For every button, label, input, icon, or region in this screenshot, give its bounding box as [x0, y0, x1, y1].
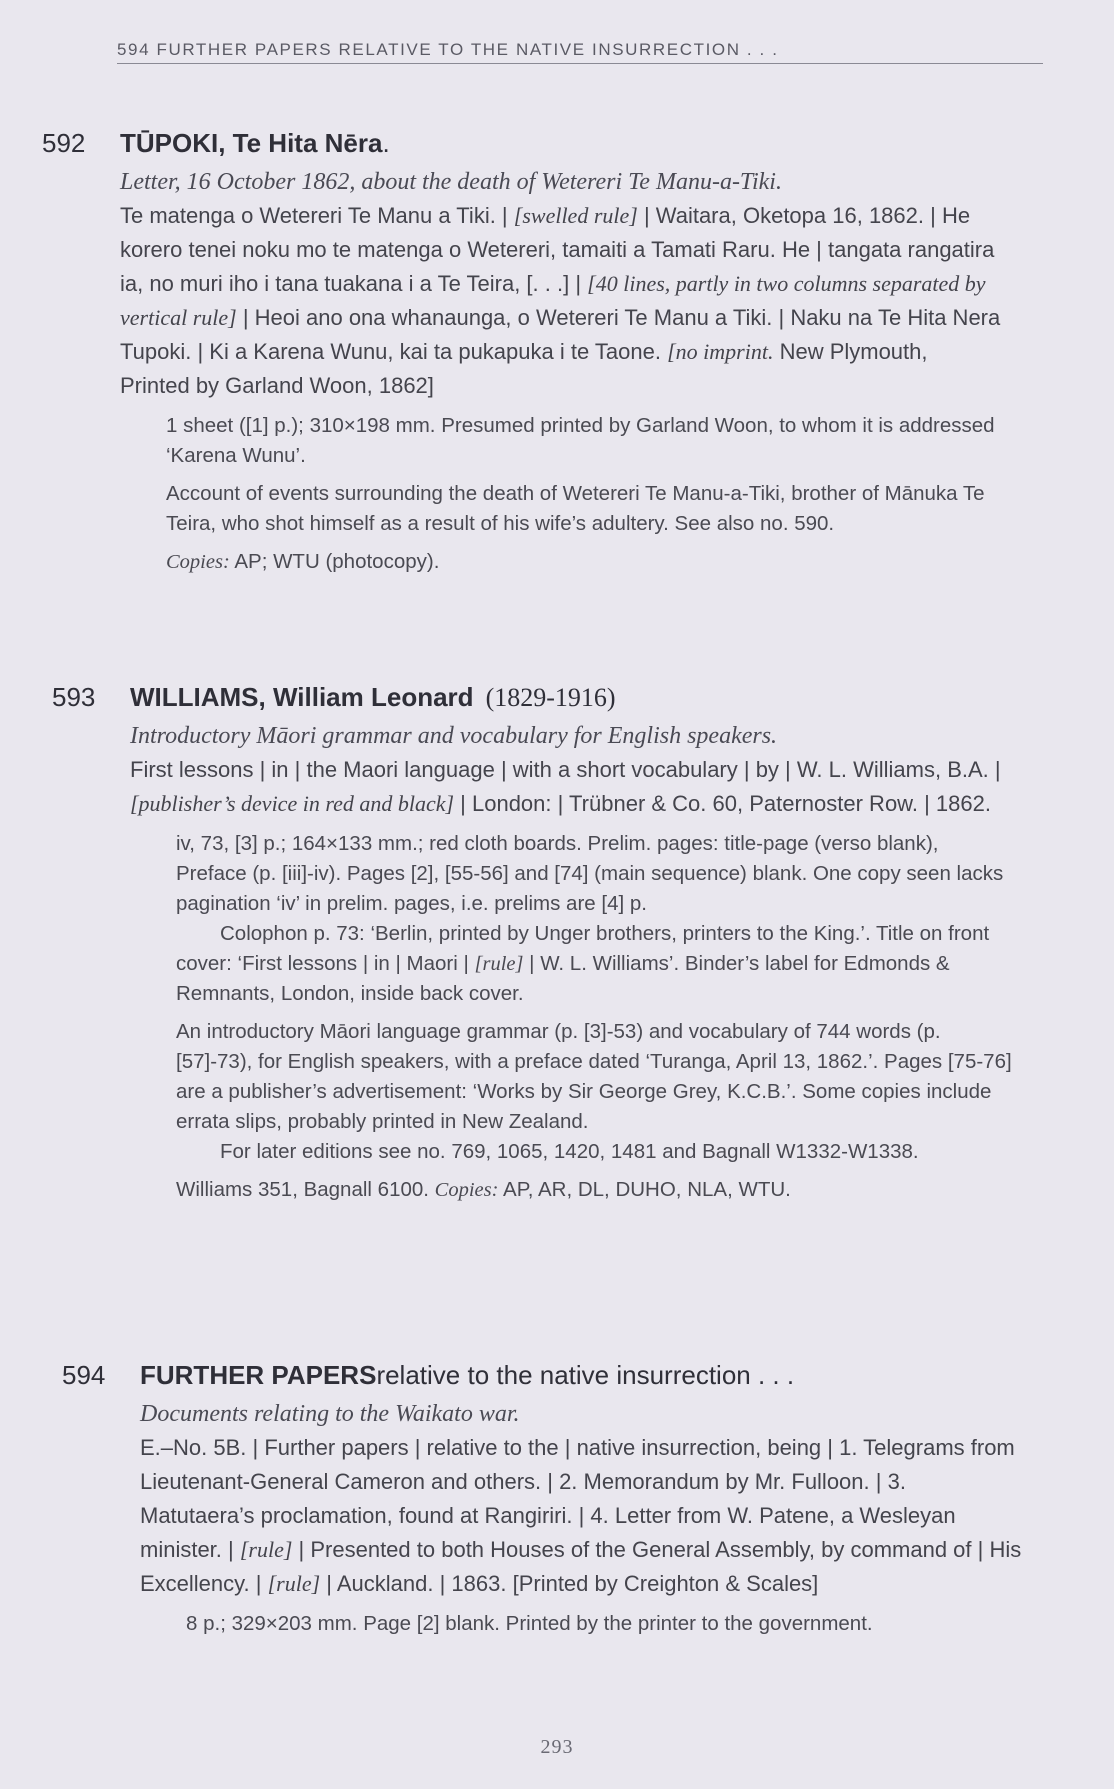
- entry-transcription: E.–No. 5B. | Further papers | relative to the | native insurrection, being | 1. Telegrams from Lieutenant-General Cameron and others. | 2. Memorandum by Mr. Fulloon. | 3. Matutaera’s proclamation, found at Rangiriri. | 4. Letter from W. Patene, a Wesleyan minister. | [rule] | Presented to both Houses of the General Assembly, by command of | His Excellency. | [rule] | Auckland. | 1863. [Printed by Creighton & Scales]: [140, 1435, 1022, 1596]
- entry-author: TŪPOKI, Te Hita Nēra: [120, 128, 383, 158]
- entry-transcription: Te matenga o Wetereri Te Manu a Tiki. | [swelled rule] | Waitara, Oketopa 16, 1862. | He korero tenei noku mo te matenga o Wetereri, tamaiti a Tamati Raru. He | tangata rangatira ia, no muri iho i tana tuakana i a Te Teira, [. . .] | [40 lines, partly in two columns separated by vertical rule] | Heoi ano ona whanaunga, o Wetereri Te Manu a Tiki. | Naku na Te Hita Nera Tupoki. | Ki a Karena Wunu, kai ta pukapuka i te Taone. [no imprint. New Plymouth, Printed by Garland Woon, 1862]: [120, 203, 1001, 398]
- entry-subtitle: Documents relating to the Waikato war.: [140, 1401, 520, 1427]
- entry-dates: (1829-1916): [485, 683, 616, 712]
- entry-heading: [52, 682, 1012, 713]
- entry-594: [62, 1360, 1022, 1639]
- entry-593: [52, 682, 1012, 1205]
- entry-author: FURTHER PAPERS: [140, 1360, 377, 1390]
- entry-copies: Williams 351, Bagnall 6100. Copies: AP, AR, DL, DUHO, NLA, WTU.: [176, 1178, 791, 1201]
- entry-heading-rest: .: [382, 128, 390, 158]
- running-head: 594 FURTHER PAPERS RELATIVE TO THE NATIVE INSURRECTION . . .: [117, 40, 1043, 64]
- entry-heading: [62, 1360, 1022, 1391]
- entry-copies: Copies: AP; WTU (photocopy).: [166, 550, 440, 573]
- entry-later-editions: For later editions see no. 769, 1065, 1420, 1481 and Bagnall W1332-W1338.: [220, 1140, 919, 1163]
- entry-collation: 1 sheet ([1] p.); 310×198 mm. Presumed printed by Garland Woon, to whom it is addressed ‘Karena Wunu’.: [166, 414, 995, 467]
- entry-number: 594: [62, 1360, 106, 1390]
- entry-592: [42, 128, 1002, 577]
- entry-number: 593: [52, 682, 96, 712]
- entry-heading-rest: relative to the native insurrection . . .: [376, 1360, 795, 1390]
- page-number: 293: [540, 1736, 574, 1758]
- entry-description: An introductory Māori language grammar (p. [3]-53) and vocabulary of 744 words (p. [57]-73), for English speakers, with a preface dated ‘Turanga, April 13, 1862.’. Pages [75-76] are a publisher’s advertisement: ‘Works by Sir George Grey, K.C.B.’. Some copies include errata slips, probably printed in New Zealand.: [176, 1020, 1012, 1133]
- entry-transcription: First lessons | in | the Maori language | with a short vocabulary | by | W. L. Williams, B.A. | [publisher’s device in red and black] | London: | Trübner & Co. 60, Paternoster Row. | 1862.: [130, 757, 1001, 816]
- entry-colophon: Colophon p. 73: ‘Berlin, printed by Unger brothers, printers to the King.’. Title on front cover: ‘First lessons | in | Maori | [rule] | W. L. Williams’. Binder’s label for Edmonds & Remnants, London, inside back cover.: [176, 922, 990, 1005]
- entry-author: WILLIAMS, William Leonard: [130, 682, 474, 712]
- entry-number: 592: [42, 128, 86, 158]
- entry-description: Account of events surrounding the death of Wetereri Te Manu-a-Tiki, brother of Mānuka Te Teira, who shot himself as a result of his wife’s adultery. See also no. 590.: [166, 482, 985, 535]
- entry-subtitle: Introductory Māori grammar and vocabulary for English speakers.: [130, 723, 778, 749]
- entry-collation: iv, 73, [3] p.; 164×133 mm.; red cloth boards. Prelim. pages: title-page (verso blank), Preface (p. [iii]-iv). Pages [2], [55-56] and [74] (main sequence) blank. One copy seen lacks pagination ‘iv’ in prelim. pages, i.e. prelims are [4] p.: [176, 832, 1004, 915]
- entry-subtitle: Letter, 16 October 1862, about the death of Wetereri Te Manu-a-Tiki.: [120, 169, 782, 195]
- entry-heading: [42, 128, 1002, 159]
- entry-collation: 8 p.; 329×203 mm. Page [2] blank. Printed by the printer to the government.: [186, 1612, 873, 1635]
